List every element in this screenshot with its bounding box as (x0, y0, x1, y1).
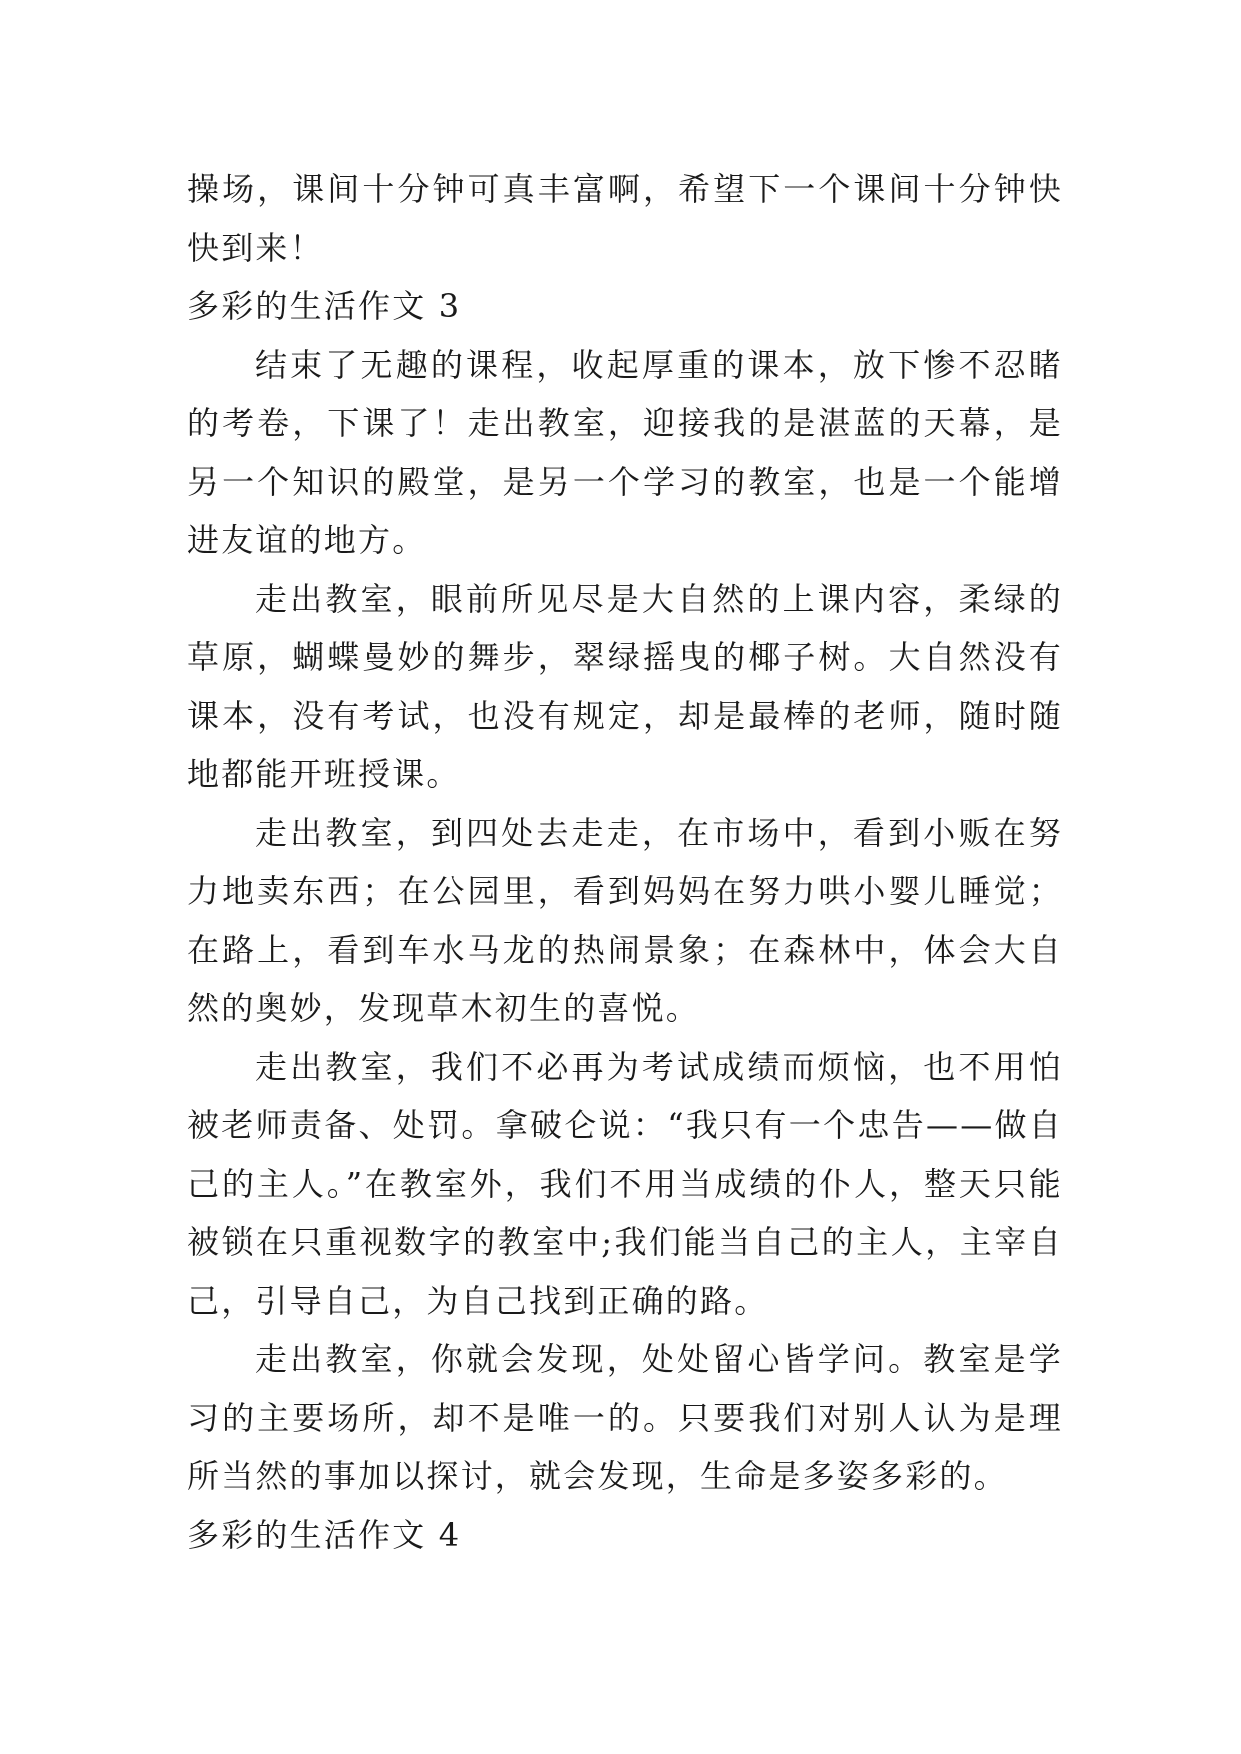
section-3-paragraph-2: 走出教室，眼前所见尽是大自然的上课内容，柔绿的草原，蝴蝶曼妙的舞步，翠绿摇曳的椰子树。大自然没有课本，没有考试，也没有规定，却是最棒的老师，随时随地都能开班授课。 (187, 579, 1063, 793)
section-3-paragraph-4: 走出教室，我们不必再为考试成绩而烦恼，也不用怕被老师责备、处罚。拿破仑说：“我只有一个忠告——做自己的主人。”在教室外，我们不用当成绩的仆人，整天只能被锁在只重视数字的教室中;我们能当自己的主人，主宰自己，引导自己，为自己找到正确的路。 (187, 1047, 1063, 1320)
section-3-paragraph-3: 走出教室，到四处去走走，在市场中，看到小贩在努力地卖东西；在公园里，看到妈妈在努力哄小婴儿睡觉；在路上，看到车水马龙的热闹景象；在森林中，体会大自然的奥妙，发现草木初生的喜悦。 (187, 813, 1063, 1027)
section-4-title: 多彩的生活作文 4 (187, 1515, 462, 1554)
section-3-paragraph-1: 结束了无趣的课程，收起厚重的课本，放下惨不忍睹的考卷，下课了！走出教室，迎接我的是湛蓝的天幕，是另一个知识的殿堂，是另一个学习的教室，也是一个能增进友谊的地方。 (187, 345, 1063, 559)
section-3-paragraph-5: 走出教室，你就会发现，处处留心皆学问。教室是学习的主要场所，却不是唯一的。只要我们对别人认为是理所当然的事加以探讨，就会发现，生命是多姿多彩的。 (187, 1340, 1063, 1495)
continuation-paragraph: 操场，课间十分钟可真丰富啊，希望下一个课间十分钟快快到来！ (187, 170, 1063, 267)
section-3-title: 多彩的生活作文 3 (187, 287, 462, 325)
document-body (187, 160, 1063, 1564)
